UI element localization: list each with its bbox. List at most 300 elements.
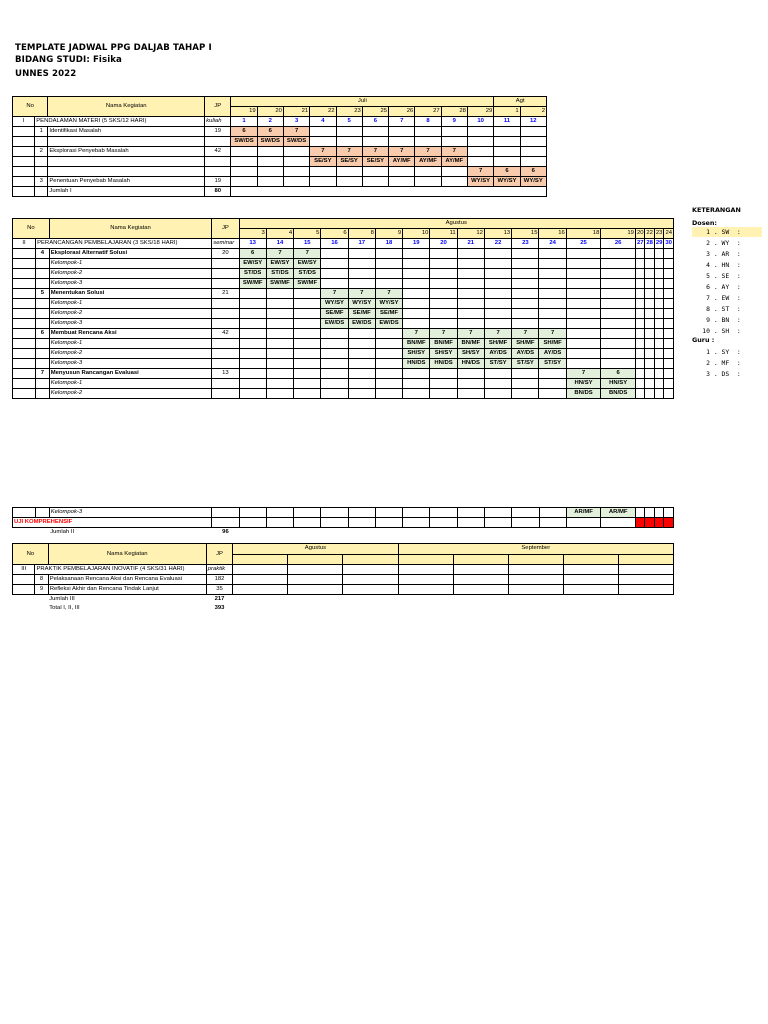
day-cell: 20: [635, 229, 644, 239]
section-title: PERANCANGAN PEMBELAJARAN (3 SKS/18 HARI): [36, 239, 212, 249]
month-header: Juli: [231, 97, 494, 107]
day-cell: 23: [654, 229, 663, 239]
empty-cell: [348, 359, 375, 369]
activity-jp: 13: [212, 369, 239, 379]
empty-cell: [343, 575, 398, 585]
legend-dosen-item: [692, 271, 762, 281]
empty-cell: [601, 269, 636, 279]
table-cell: [13, 167, 35, 177]
empty-cell: [430, 289, 457, 299]
activity-name: Refleksi Akhir dan Rencana Tindak Lanjut: [48, 585, 206, 595]
day-number: 4: [310, 117, 336, 127]
lecturer-code: SE/SY: [362, 157, 388, 167]
empty-cell: [310, 127, 336, 137]
activity-jp: 42: [205, 147, 231, 157]
empty-cell: [457, 289, 484, 299]
empty-cell: [654, 349, 663, 359]
activity-no: 7: [36, 369, 50, 379]
group-row: [13, 299, 674, 309]
hours-cell: 7: [566, 369, 601, 379]
table-cell: [212, 269, 239, 279]
empty-cell: [664, 369, 674, 379]
legend-code: . EW :: [710, 294, 741, 302]
empty-cell: [484, 279, 511, 289]
legend-code: . SY :: [710, 348, 741, 356]
empty-cell: [512, 389, 539, 399]
lecturer-code: SW/MF: [239, 279, 266, 289]
group-row: [13, 508, 674, 518]
table-cell: [13, 585, 35, 595]
month-header: Agt: [494, 97, 547, 107]
group-name: Kelompok-2: [49, 349, 212, 359]
empty-cell: [484, 379, 511, 389]
empty-cell: [494, 127, 520, 137]
legend-number: 1: [706, 228, 710, 236]
activity-no: 2: [35, 147, 48, 157]
day-cell: 19: [601, 229, 636, 239]
empty-cell: [484, 309, 511, 319]
legend-dosen-item: [692, 304, 762, 314]
empty-cell: [664, 279, 674, 289]
empty-cell: [539, 309, 566, 319]
empty-cell: [403, 269, 430, 279]
empty-cell: [512, 379, 539, 389]
lecturer-code: SH/SY: [430, 349, 457, 359]
table-cell: [13, 604, 35, 613]
section-no: II: [13, 239, 36, 249]
empty-cell: [484, 319, 511, 329]
empty-cell: [288, 575, 343, 585]
empty-cell: [375, 508, 402, 518]
empty-cell: [520, 137, 546, 147]
table-cell: [36, 299, 50, 309]
month-header: Agustus: [239, 219, 673, 229]
hours-cell: 7: [336, 147, 362, 157]
empty-cell: [457, 319, 484, 329]
empty-cell: [645, 349, 654, 359]
table-cell: [13, 177, 35, 187]
empty-cell: [239, 289, 266, 299]
hours-cell: 7: [389, 147, 415, 157]
empty-cell: [457, 309, 484, 319]
empty-cell: [618, 554, 673, 565]
table-cell: [212, 259, 239, 269]
lecturer-code: SE/MF: [348, 309, 375, 319]
legend-guru-item: [692, 358, 762, 368]
hours-cell: 7: [415, 147, 441, 157]
empty-cell: [336, 177, 362, 187]
empty-cell: [664, 508, 674, 518]
empty-cell: [266, 369, 293, 379]
empty-cell: [430, 379, 457, 389]
legend-number: 5: [706, 272, 710, 280]
empty-cell: [453, 595, 508, 605]
schedule-table-perancangan-cont: [12, 507, 674, 537]
empty-cell: [635, 349, 644, 359]
legend-number: 10: [702, 327, 710, 335]
lecturer-code: HN/SY: [566, 379, 601, 389]
empty-cell: [283, 147, 309, 157]
empty-cell: [375, 389, 402, 399]
empty-cell: [484, 518, 511, 528]
empty-cell: [566, 518, 601, 528]
lecturer-code: SH/MF: [539, 339, 566, 349]
empty-cell: [266, 349, 293, 359]
empty-cell: [645, 329, 654, 339]
empty-cell: [654, 319, 663, 329]
empty-cell: [348, 369, 375, 379]
empty-cell: [484, 508, 511, 518]
empty-cell: [389, 127, 415, 137]
empty-cell: [636, 528, 645, 538]
empty-cell: [664, 379, 674, 389]
empty-cell: [321, 339, 348, 349]
schedule-table-praktik: [12, 543, 674, 613]
table-cell: [36, 339, 50, 349]
lecturer-code: EW/SY: [294, 259, 321, 269]
legend-number: 3: [706, 250, 710, 258]
empty-cell: [389, 177, 415, 187]
lecturer-code: AY/DS: [512, 349, 539, 359]
total-row: [13, 595, 674, 605]
doc-subject: BIDANG STUDI: Fisika: [15, 55, 122, 65]
legend-number: 1: [706, 348, 710, 356]
empty-cell: [654, 518, 663, 528]
empty-cell: [563, 554, 618, 565]
empty-cell: [430, 369, 457, 379]
empty-cell: [601, 279, 636, 289]
group-name: Kelompok-2: [49, 389, 212, 399]
empty-cell: [654, 379, 663, 389]
empty-cell: [664, 389, 674, 399]
empty-cell: [343, 604, 398, 613]
empty-cell: [664, 309, 674, 319]
day-cell: 12: [457, 229, 484, 239]
day-cell: 6: [321, 229, 348, 239]
hours-cell: 7: [430, 329, 457, 339]
section-mode: kuliah: [205, 117, 231, 127]
hours-cell: 7: [375, 289, 402, 299]
lecturer-code: AY/MF: [441, 157, 467, 167]
empty-cell: [635, 369, 644, 379]
empty-cell: [635, 249, 644, 259]
empty-cell: [618, 604, 673, 613]
empty-cell: [348, 349, 375, 359]
empty-cell: [601, 289, 636, 299]
empty-cell: [294, 299, 321, 309]
empty-cell: [645, 249, 654, 259]
group-name: Kelompok-1: [49, 339, 212, 349]
table-cell: [13, 349, 36, 359]
section-row: [13, 565, 674, 575]
table-cell: [36, 359, 50, 369]
empty-cell: [601, 319, 636, 329]
section-mode: seminar: [212, 239, 239, 249]
section-row: [13, 239, 674, 249]
empty-cell: [484, 528, 511, 538]
empty-cell: [294, 349, 321, 359]
activity-name: Membuat Rencana Aksi: [49, 329, 212, 339]
legend-code: . SW :: [710, 228, 741, 236]
empty-cell: [601, 349, 636, 359]
empty-cell: [403, 508, 430, 518]
empty-cell: [508, 604, 563, 613]
day-number: 16: [321, 239, 348, 249]
empty-cell: [336, 167, 362, 177]
empty-cell: [654, 279, 663, 289]
empty-cell: [601, 299, 636, 309]
empty-cell: [654, 339, 663, 349]
empty-cell: [566, 279, 601, 289]
empty-cell: [375, 259, 402, 269]
activity-jp: 35: [206, 585, 233, 595]
table-cell: [36, 269, 50, 279]
empty-cell: [566, 269, 601, 279]
empty-cell: [288, 585, 343, 595]
lecturer-code: SH/SY: [403, 349, 430, 359]
empty-cell: [348, 518, 375, 528]
legend-title: KETERANGAN: [692, 206, 741, 214]
header-row: [13, 544, 674, 555]
group-name: Kelompok-3: [49, 359, 212, 369]
day-number: 17: [348, 239, 375, 249]
empty-cell: [441, 127, 467, 137]
empty-cell: [398, 585, 453, 595]
empty-cell: [539, 379, 566, 389]
empty-cell: [566, 339, 601, 349]
lecturer-code: WY/SY: [467, 177, 493, 187]
hours-cell: 7: [283, 127, 309, 137]
empty-cell: [654, 269, 663, 279]
table-cell: [13, 379, 36, 389]
day-number: 25: [566, 239, 601, 249]
empty-cell: [654, 309, 663, 319]
table-cell: [35, 595, 48, 605]
empty-cell: [566, 259, 601, 269]
empty-cell: [601, 518, 636, 528]
empty-cell: [294, 518, 321, 528]
day-cell: 22: [645, 229, 654, 239]
col-no-header: No: [13, 219, 50, 239]
empty-cell: [618, 585, 673, 595]
empty-cell: [348, 259, 375, 269]
empty-cell: [266, 309, 293, 319]
table-cell: [13, 289, 36, 299]
empty-cell: [618, 565, 673, 575]
empty-cell: [415, 177, 441, 187]
empty-cell: [233, 575, 288, 585]
section-row: [13, 117, 547, 127]
doc-title: TEMPLATE JADWAL PPG DALJAB TAHAP I: [15, 43, 212, 53]
day-cell: 16: [539, 229, 566, 239]
empty-cell: [467, 147, 493, 157]
empty-cell: [375, 349, 402, 359]
empty-cell: [266, 518, 293, 528]
table-cell: [13, 259, 36, 269]
table-cell: [13, 508, 36, 518]
table-cell: [36, 349, 50, 359]
empty-cell: [321, 369, 348, 379]
table-cell: [212, 518, 239, 528]
empty-cell: [654, 389, 663, 399]
empty-cell: [430, 259, 457, 269]
group-row: [13, 269, 674, 279]
hours-cell: 7: [348, 289, 375, 299]
hours-cell: 7: [403, 329, 430, 339]
activity-row: [13, 177, 547, 187]
empty-cell: [484, 289, 511, 299]
empty-cell: [512, 299, 539, 309]
table-cell: [36, 508, 50, 518]
empty-cell: [310, 177, 336, 187]
activity-name: Eksplorasi Penyebab Masalah: [48, 147, 205, 157]
day-number: 24: [539, 239, 566, 249]
empty-cell: [239, 299, 266, 309]
jumlah-label: Jumlah III: [49, 596, 75, 602]
empty-cell: [601, 359, 636, 369]
empty-cell: [635, 289, 644, 299]
empty-cell: [484, 299, 511, 309]
empty-cell: [484, 259, 511, 269]
empty-cell: [601, 249, 636, 259]
day-cell: 15: [512, 229, 539, 239]
table-cell: [212, 379, 239, 389]
legend-guru-item: [692, 369, 762, 379]
empty-cell: [294, 309, 321, 319]
empty-cell: [512, 518, 539, 528]
empty-cell: [430, 309, 457, 319]
empty-cell: [239, 389, 266, 399]
empty-cell: [239, 359, 266, 369]
legend-code: . SH :: [710, 327, 741, 335]
legend-number: 2: [706, 239, 710, 247]
empty-cell: [403, 528, 430, 538]
empty-cell: [283, 167, 309, 177]
empty-cell: [508, 575, 563, 585]
lecturer-code: ST/DS: [294, 269, 321, 279]
empty-cell: [512, 279, 539, 289]
table-cell: [205, 167, 231, 177]
lecturer-code: AY/MF: [415, 157, 441, 167]
day-number: 5: [336, 117, 362, 127]
hours-cell: 6: [231, 127, 257, 137]
activity-row: [13, 329, 674, 339]
empty-cell: [539, 508, 566, 518]
empty-cell: [266, 379, 293, 389]
empty-cell: [512, 249, 539, 259]
empty-cell: [266, 329, 293, 339]
table-cell: [13, 575, 35, 585]
empty-cell: [321, 329, 348, 339]
empty-cell: [403, 319, 430, 329]
activity-name: Identifikasi Masalah: [48, 127, 205, 137]
table-cell: [13, 157, 35, 167]
lecturer-code: ST/DS: [239, 269, 266, 279]
empty-cell: [494, 137, 520, 147]
table-cell: [36, 379, 50, 389]
lecturer-code: BN/MF: [430, 339, 457, 349]
empty-cell: [239, 369, 266, 379]
empty-cell: [563, 595, 618, 605]
empty-cell: [233, 604, 288, 613]
lecturer-code: ST/DS: [266, 269, 293, 279]
lecturer-code: BN/DS: [601, 389, 636, 399]
lecturer-code: SE/MF: [375, 309, 402, 319]
day-cell: 27: [415, 107, 441, 117]
empty-cell: [539, 269, 566, 279]
activity-jp: 42: [212, 329, 239, 339]
group-row: [13, 349, 674, 359]
empty-cell: [389, 167, 415, 177]
empty-cell: [403, 518, 430, 528]
day-cell: 28: [441, 107, 467, 117]
activity-row: [13, 147, 547, 157]
empty-cell: [635, 279, 644, 289]
empty-cell: [375, 279, 402, 289]
day-number: 2: [257, 117, 283, 127]
empty-cell: [512, 269, 539, 279]
empty-cell: [233, 595, 288, 605]
empty-cell: [403, 379, 430, 389]
legend-guru-label: Guru :: [692, 336, 715, 344]
empty-cell: [321, 359, 348, 369]
activity-no: 6: [36, 329, 50, 339]
col-nama-header: Nama Kegiatan: [48, 544, 206, 565]
day-number: 23: [512, 239, 539, 249]
empty-cell: [457, 379, 484, 389]
empty-cell: [539, 249, 566, 259]
empty-cell: [563, 604, 618, 613]
empty-cell: [457, 508, 484, 518]
empty-cell: [601, 339, 636, 349]
empty-cell: [566, 359, 601, 369]
empty-cell: [430, 508, 457, 518]
day-cell: 23: [336, 107, 362, 117]
empty-cell: [601, 309, 636, 319]
jumlah-value: 80: [205, 187, 231, 197]
empty-cell: [494, 147, 520, 157]
legend-code: . HN :: [710, 261, 741, 269]
hours-cell: 7: [467, 167, 493, 177]
empty-cell: [467, 137, 493, 147]
empty-cell: [635, 299, 644, 309]
empty-cell: [457, 259, 484, 269]
exam-row: [13, 518, 674, 528]
empty-cell: [398, 565, 453, 575]
activity-jp: 19: [205, 127, 231, 137]
table-cell: [13, 187, 35, 197]
empty-cell: [231, 177, 257, 187]
day-number: 11: [494, 117, 520, 127]
table-cell: [212, 349, 239, 359]
empty-cell: [321, 269, 348, 279]
day-cell: 22: [310, 107, 336, 117]
table-cell: [13, 319, 36, 329]
activity-name: Pelaksanaan Rencana Aksi dan Rencana Evaluasi: [48, 575, 206, 585]
legend-code: . AY :: [710, 283, 741, 291]
empty-cell: [389, 137, 415, 147]
empty-cell: [362, 137, 388, 147]
empty-cell: [566, 329, 601, 339]
empty-cell: [239, 319, 266, 329]
group-name: Kelompok-3: [49, 319, 212, 329]
empty-cell: [430, 518, 457, 528]
lecturer-code: SW/DS: [257, 137, 283, 147]
empty-cell: [233, 565, 288, 575]
empty-cell: [566, 349, 601, 359]
table-cell: [48, 157, 205, 167]
empty-cell: [566, 309, 601, 319]
